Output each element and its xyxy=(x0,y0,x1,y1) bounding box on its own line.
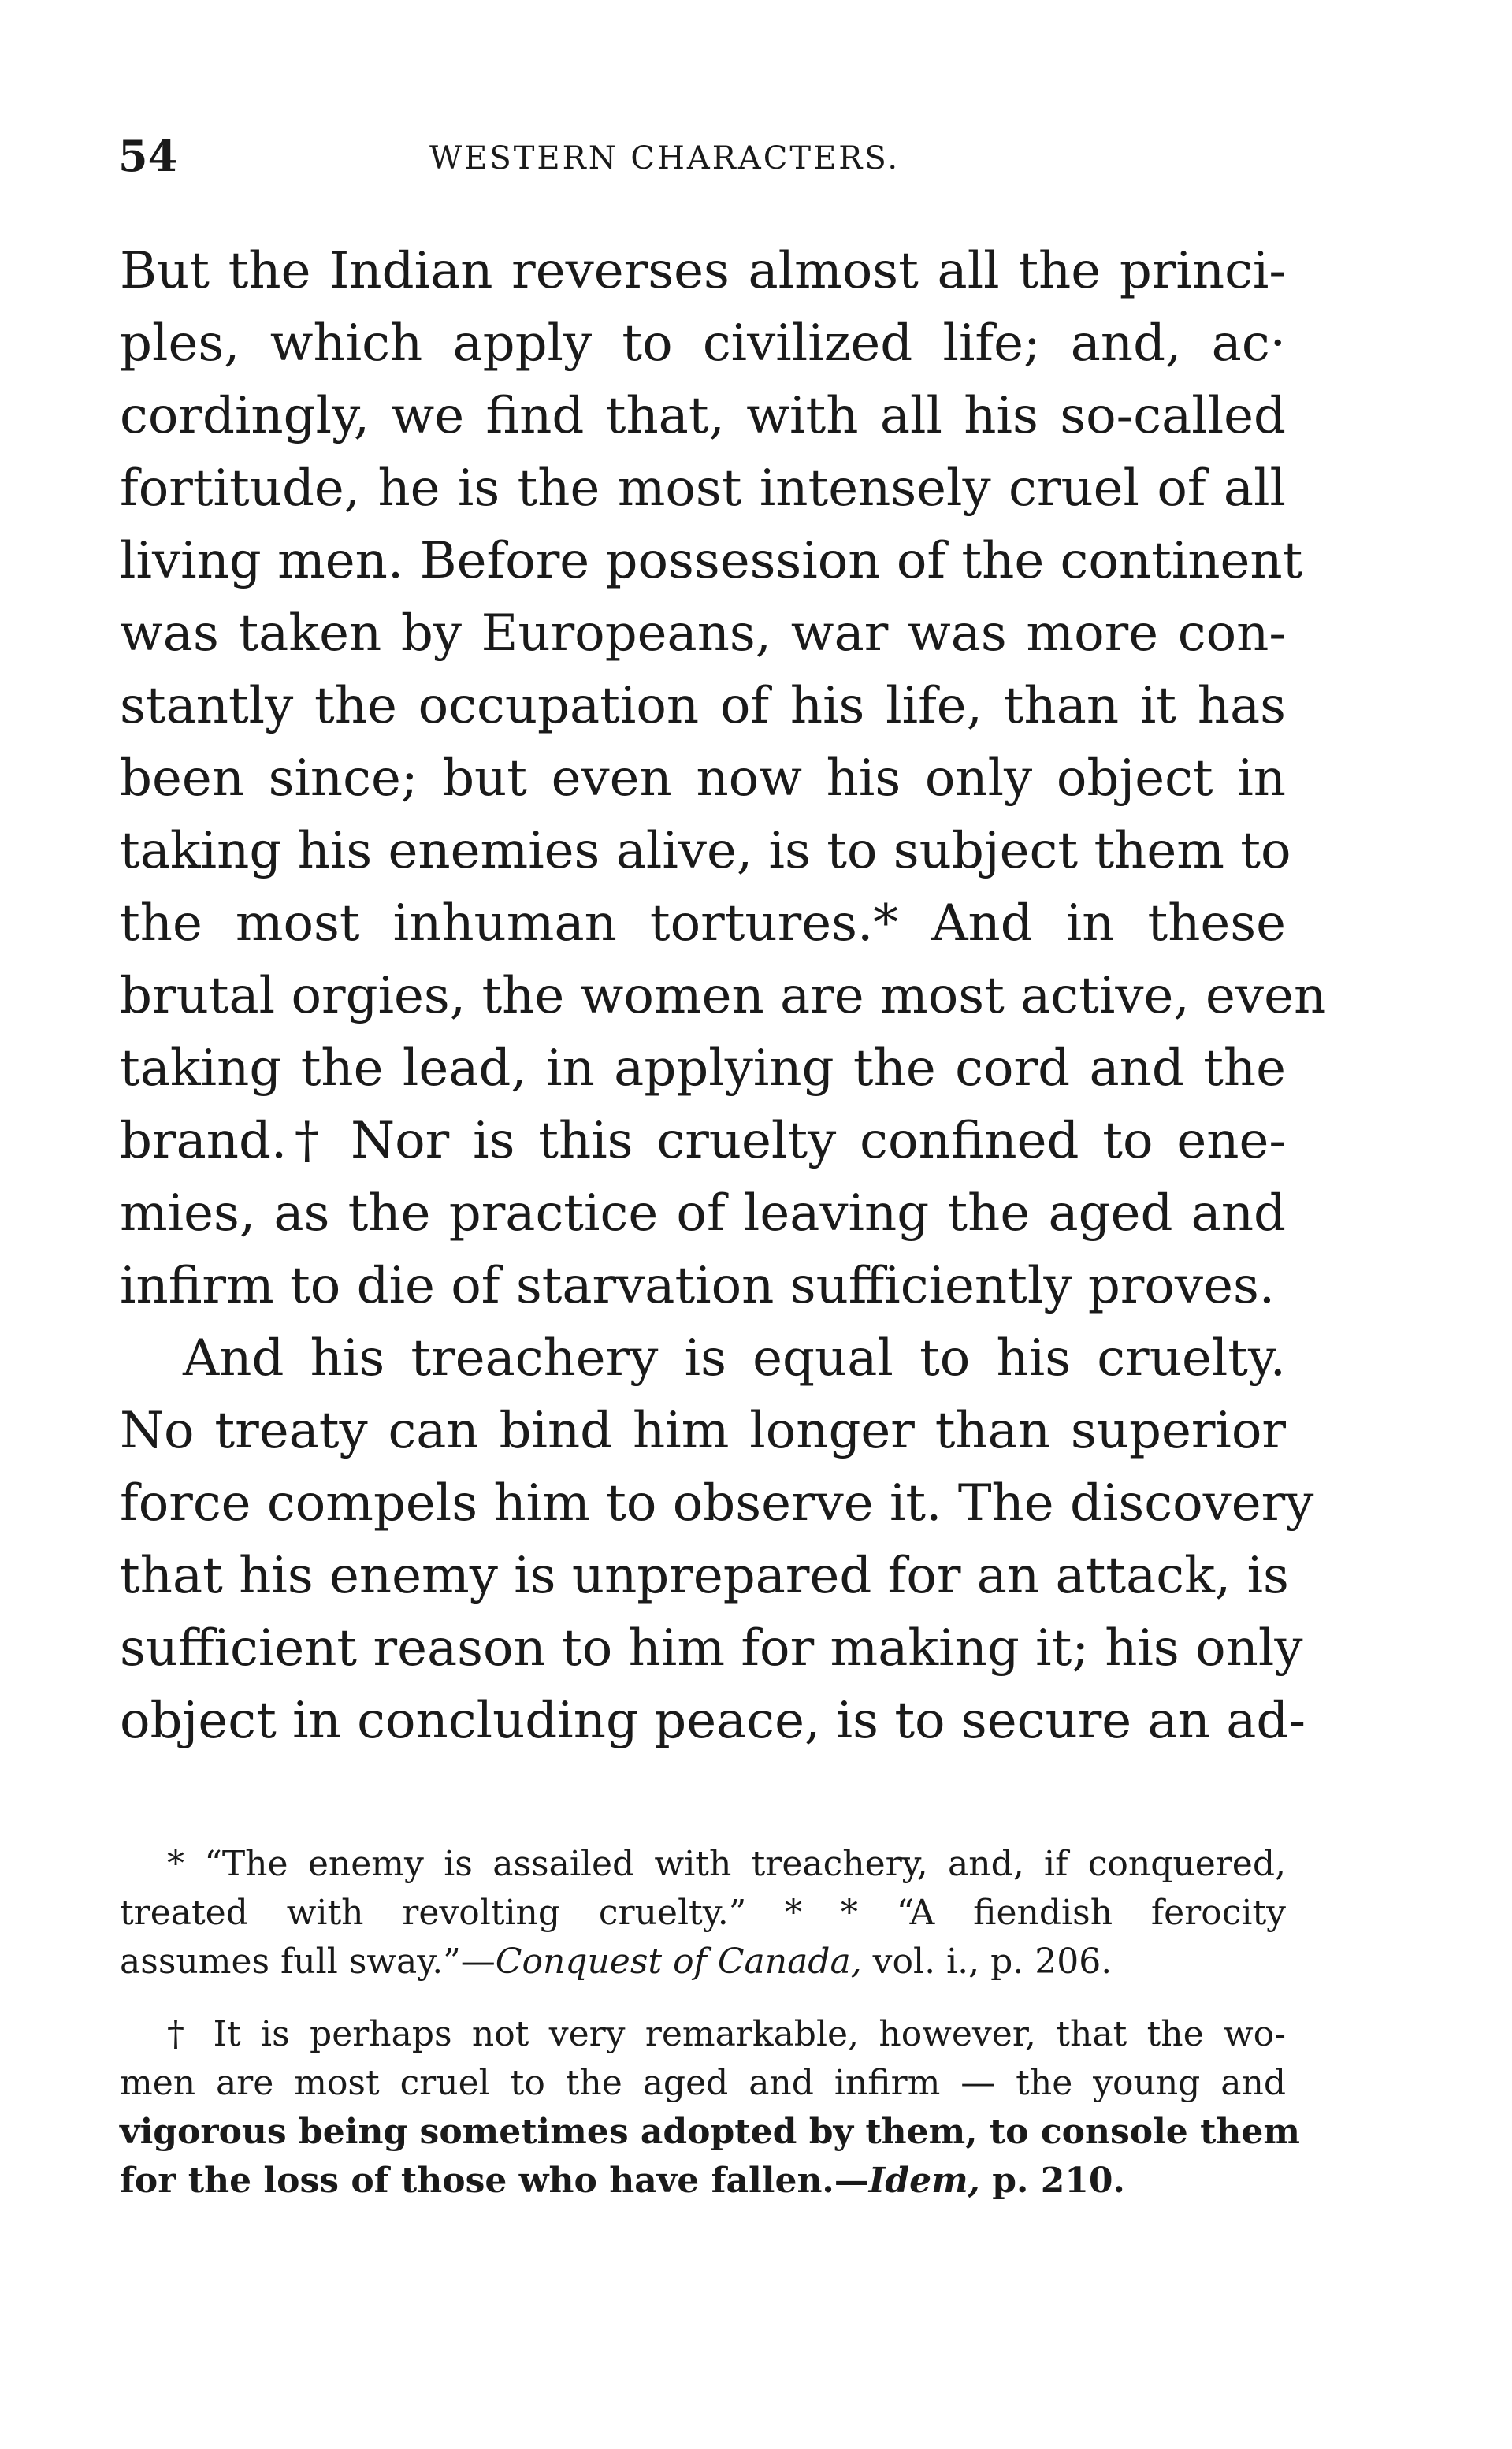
body-line: fortitude, he is the most intensely cruel of all xyxy=(120,459,1286,518)
body-line: the most inhuman tortures.* And in these xyxy=(120,894,1286,953)
body-line: infirm to die of starvation sufficiently proves. xyxy=(120,1257,1276,1315)
body-line: living men. Before possession of the continent xyxy=(120,532,1303,590)
running-title: WESTERN CHARACTERS. xyxy=(429,140,901,177)
footnotes xyxy=(120,1840,1300,2206)
body-line: that his enemy is unprepared for an attack, is xyxy=(120,1547,1289,1605)
body-line: object in concluding peace, is to secure an ad- xyxy=(120,1692,1306,1750)
footnote-line: treated with revolting cruelty.” * * “A fiendish ferocity xyxy=(120,1893,1286,1933)
body-line: was taken by Europeans, war was more con- xyxy=(120,604,1286,663)
footnote-text: assumes full sway.”— xyxy=(120,1942,496,1982)
body-text xyxy=(120,235,1327,1757)
body-line: ples, which apply to civilized life; and, ac· xyxy=(120,314,1286,373)
body-line: mies, as the practice of leaving the aged and xyxy=(120,1184,1286,1243)
footnote-line xyxy=(120,2157,1286,2206)
body-line: sufficient reason to him for making it; his only xyxy=(120,1619,1303,1678)
body-line: stantly the occupation of his life, than it has xyxy=(120,677,1286,735)
footnote-text: vol. i., p. 206. xyxy=(861,1942,1113,1982)
body-line: brand.† Nor is this cruelty confined to ene- xyxy=(120,1112,1286,1170)
page-number: 54 xyxy=(118,131,178,181)
body-line: brutal orgies, the women are most active, even xyxy=(120,967,1327,1025)
body-line: taking the lead, in applying the cord and the xyxy=(120,1039,1286,1098)
body-line: taking his enemies alive, is to subject them to xyxy=(120,822,1291,880)
body-line: force compels him to observe it. The discovery xyxy=(120,1474,1314,1533)
footnote-citation: Idem, xyxy=(868,2161,980,2201)
footnote-2 xyxy=(120,2010,1300,2206)
footnote-line: † It is perhaps not very remarkable, however, that the wo- xyxy=(167,2014,1286,2054)
body-line: But the Indian reverses almost all the princi- xyxy=(120,242,1286,300)
footnote-citation: Conquest of Canada, xyxy=(495,1942,862,1982)
footnote-line: men are most cruel to the aged and infirm — the young and xyxy=(120,2063,1286,2103)
body-line: No treaty can bind him longer than superior xyxy=(120,1402,1286,1460)
body-line: cordingly, we find that, with all his so-called xyxy=(120,387,1286,445)
footnote-line: * “The enemy is assailed with treachery, and, if conquered, xyxy=(167,1844,1286,1884)
footnote-line: vigorous being sometimes adopted by them, to console them xyxy=(120,2112,1300,2152)
body-line: And his treachery is equal to his cruelty. xyxy=(183,1329,1286,1388)
footnote-text: for the loss of those who have fallen.— xyxy=(120,2161,869,2201)
footnote-text: p. 210. xyxy=(979,2161,1125,2201)
footnote-line xyxy=(120,1938,1286,1986)
body-line: been since; but even now his only object in xyxy=(120,749,1286,808)
footnote-1 xyxy=(120,1840,1286,1986)
